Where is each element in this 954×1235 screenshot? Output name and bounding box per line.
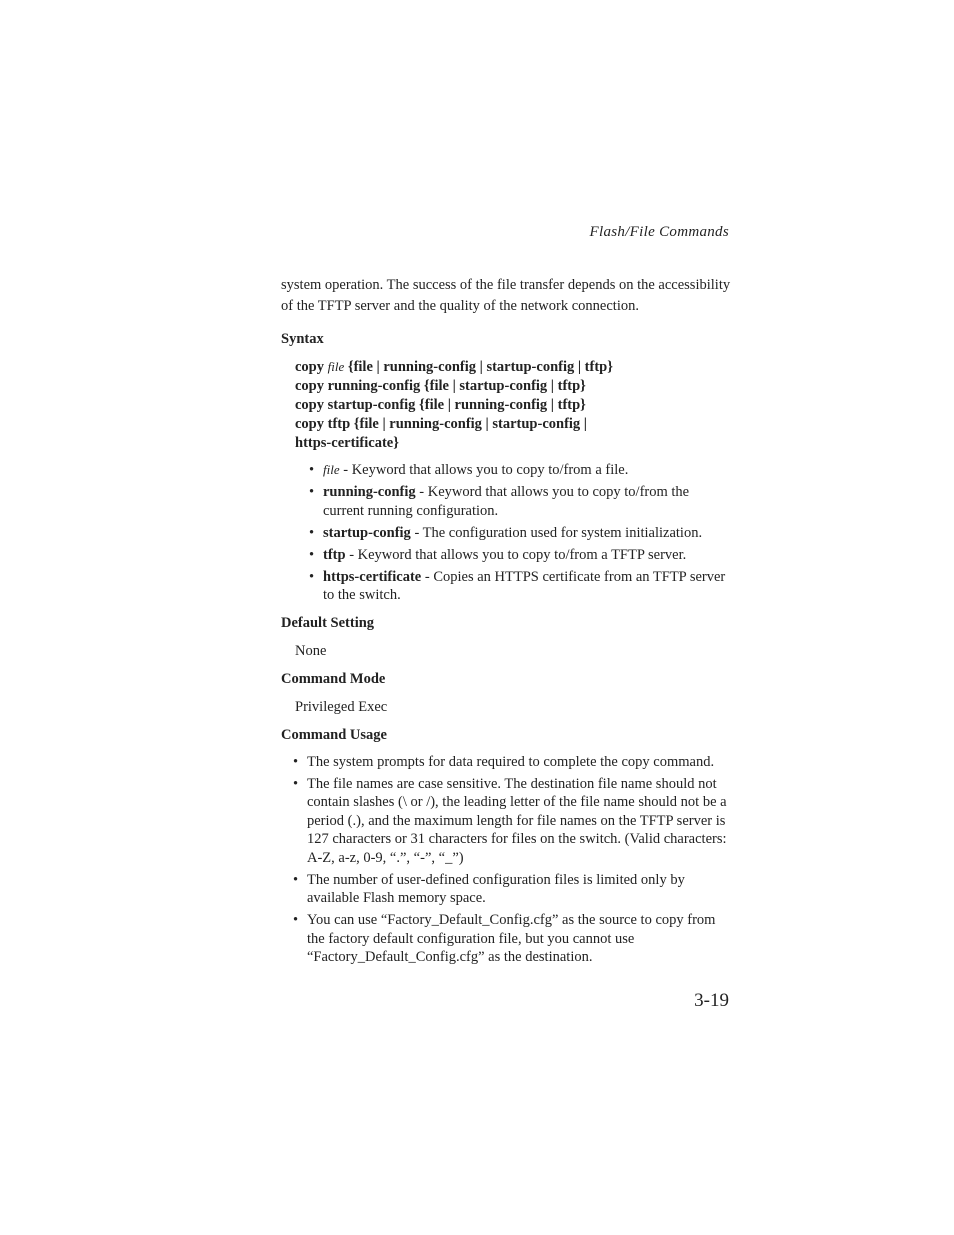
command-mode-heading: Command Mode (281, 670, 386, 687)
usage-list (291, 753, 733, 967)
list-item (307, 524, 733, 543)
syntax-block (295, 357, 733, 453)
list-item (307, 546, 733, 565)
list-item (291, 753, 733, 772)
command-usage-heading: Command Usage (281, 726, 387, 743)
syntax-line-1-rest: {file | running-config | startup-config | tftp} (347, 359, 613, 375)
syntax-line-1-cmd: copy (295, 359, 324, 375)
syntax-line-2: copy running-config {file | startup-config | tftp} (295, 378, 586, 394)
param-desc: - Keyword that allows you to copy to/from the current running configuration. (323, 484, 690, 519)
syntax-heading: Syntax (281, 331, 324, 347)
syntax-line-3: copy startup-config {file | running-config | tftp} (295, 397, 586, 413)
list-item (291, 775, 733, 868)
syntax-line-1 (295, 357, 733, 377)
usage-text: The file names are case sensitive. The destination file name should not contain slashes (\ or /), the leading letter of the file name should not be a period (.), and the maximum length for file names on the TFTP server is 127 characters or 31 characters for files on the switch. (Valid characters: A-Z, a-z, 0-9, “.”, “-”, “_”) (307, 775, 727, 866)
command-mode-value: Privileged Exec (295, 698, 388, 715)
bullet-icon: • (309, 524, 315, 541)
param-desc: - Copies an HTTPS certificate from an TFTP server to the switch. (323, 568, 726, 603)
param-desc: - The configuration used for system initialization. (410, 524, 703, 541)
syntax-line-5: https-certificate} (295, 435, 399, 451)
bullet-icon: • (309, 546, 315, 563)
running-header: Flash/File Commands (589, 224, 729, 240)
usage-text: You can use “Factory_Default_Config.cfg” as the source to copy from the factory default configuration file, but you cannot use “Factory_Default_Config.cfg” as the destination. (307, 912, 716, 965)
list-item (291, 871, 733, 908)
parameter-list (307, 461, 733, 605)
syntax-line-1-arg: file (327, 359, 345, 374)
param-term: file (323, 462, 340, 477)
syntax-line-4: copy tftp {file | running-config | startup-config | (295, 416, 587, 432)
bullet-icon: • (293, 753, 299, 770)
param-desc: - Keyword that allows you to copy to/from a file. (339, 462, 629, 478)
default-setting-heading: Default Setting (281, 614, 375, 631)
intro-paragraph: system operation. The success of the file transfer depends on the accessibility of the TFTP server and the quality of the network connection. (281, 277, 731, 314)
page-number: 3-19 (694, 990, 729, 1011)
param-term: https-certificate (323, 568, 422, 585)
default-setting-value: None (295, 642, 327, 659)
bullet-icon: • (293, 912, 299, 928)
list-item (307, 568, 733, 605)
bullet-icon: • (309, 462, 315, 478)
list-item (307, 483, 733, 520)
bullet-icon: • (309, 484, 315, 500)
bullet-icon: • (293, 871, 299, 888)
list-item (291, 911, 733, 967)
usage-text: The number of user-defined configuration files is limited only by available Flash memory space. (307, 871, 685, 906)
list-item (307, 461, 733, 480)
param-term: startup-config (323, 524, 411, 541)
bullet-icon: • (293, 775, 299, 792)
param-term: running-config (323, 484, 416, 500)
usage-text: The system prompts for data required to complete the copy command. (307, 753, 715, 770)
param-desc: - Keyword that allows you to copy to/from a TFTP server. (345, 546, 687, 563)
page-content (281, 275, 733, 970)
param-term: tftp (323, 546, 346, 563)
bullet-icon: • (309, 568, 315, 585)
